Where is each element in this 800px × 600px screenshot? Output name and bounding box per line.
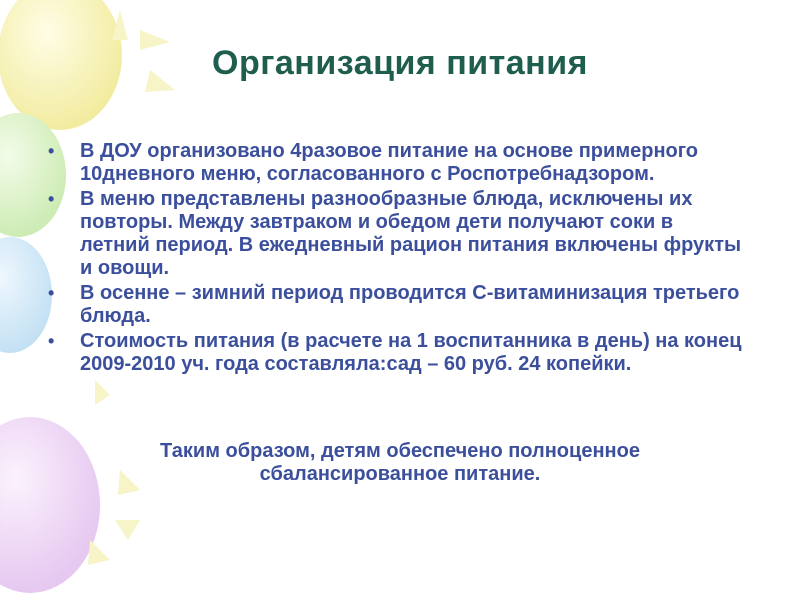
blue-balloon [0,237,55,353]
list-item [48,330,748,376]
list-item [48,140,748,186]
list-item [48,282,748,328]
slide-title: Организация питания [212,44,588,82]
list-item [48,188,748,280]
bullet-text: В меню представлены разнообразные блюда, исключены их повторы. Между завтраком и обедом дети получают соки в летний период. В ежедневный рацион питания включены фрукты и овощи. [80,188,742,279]
bullet-text: Стоимость питания (в расчете на 1 воспитанника в день) на конец 2009-2010 уч. года составляла:сад – 60 руб. 24 копейки. [80,330,742,375]
bullet-text: В осенне – зимний период проводится С-витаминизация третьего блюда. [80,282,740,327]
bullet-icon: • [48,283,55,303]
bullet-text: В ДОУ организовано 4разовое питание на основе примерного 10дневного меню, согласованного с Роспотребнадзором. [80,140,699,185]
conclusion-text: Таким образом, детям обеспечено полноценное сбалансированное питание. [160,440,640,485]
bullet-icon: • [48,331,55,351]
bullet-list [48,140,748,378]
bullet-icon: • [48,141,55,161]
bullet-icon: • [48,189,55,209]
